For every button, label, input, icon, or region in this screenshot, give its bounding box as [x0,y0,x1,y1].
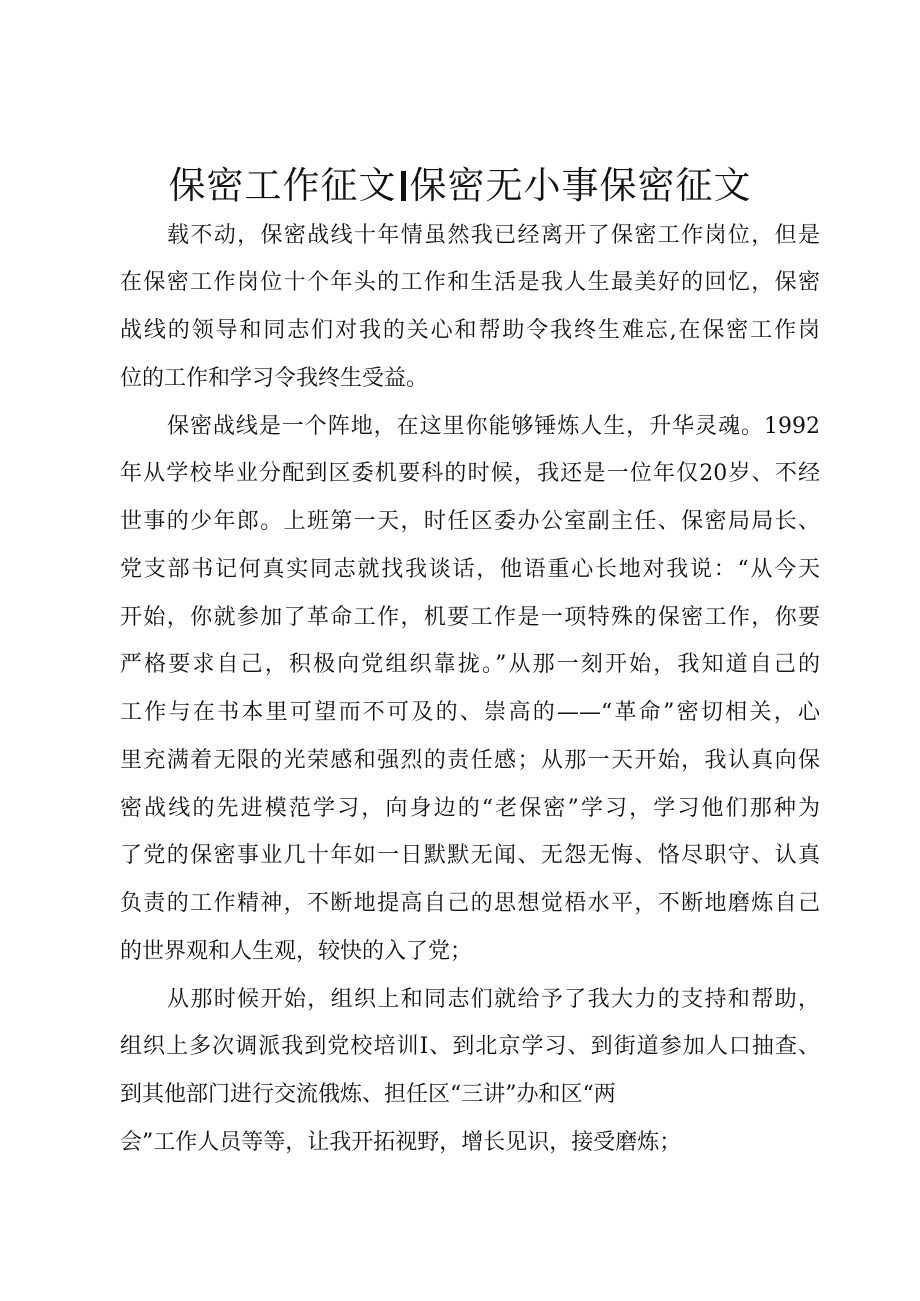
paragraph-2-line-3: 世事的少年郎。上班第一天，时任区委办公室副主任、保密局局长、 [120,509,820,534]
paragraph-2-line-8: 里充满着无限的光荣感和强烈的责任感；从那一天开始，我认真向保 [120,748,820,773]
paragraph-1-line-3: 战线的领导和同志们对我的关心和帮助令我终生难忘,在保密工作岗 [120,318,820,343]
paragraph-2-line-1: 保密战线是一个阵地，在这里你能够锤炼人生，升华灵魂。1992 [167,414,820,439]
paragraph-1-line-2: 在保密工作岗位十个年头的工作和生活是我人生最美好的回忆，保密 [120,270,820,295]
paragraph-3-line-1: 从那时候开始，组织上和同志们就给予了我大力的支持和帮助， [167,987,820,1012]
title-part-1: 保密工作征文 [168,164,397,207]
paragraph-2-line-11: 负责的工作精神，不断地提高自己的思想觉梧水平，不断地磨炼自己 [120,891,820,916]
paragraph-2-line-4: 党支部书记何真实同志就找我谈话，他语重心长地对我说：“从今天 [120,557,820,582]
paragraph-3-line-3: 到其他部门进行交流俄炼、担任区“三讲”办和区“两 [120,1082,616,1107]
page-title [0,162,920,210]
paragraph-2-line-12: 的世界观和人生观，较快的入了党； [120,939,473,964]
paragraph-3-line-2: 组织上多次调派我到党校培训I、到北京学习、到街道参加人口抽查、 [120,1034,820,1059]
title-separator-bar [401,171,406,201]
paragraph-1-line-1: 载不动，保密战线十年情虽然我已经离开了保密工作岗位，但是 [167,223,820,248]
paragraph-3-line-4: 会”工作人员等等，让我开拓视野，增长见识，接受磨炼； [120,1130,682,1155]
paragraph-2-line-7: 工作与在书本里可望而不可及的、崇高的——“革命”密切相关，心 [120,700,820,725]
paragraph-2-line-10: 了党的保密事业几十年如一日默默无闻、无怨无悔、恪尽职守、认真 [120,843,820,868]
paragraph-2-line-6: 严格要求自己，积极向党组织靠拢。”从那一刻开始，我知道自己的 [120,652,820,677]
paragraph-2-line-5: 开始，你就参加了革命工作，机要工作是一项特殊的保密工作，你要 [120,605,820,630]
paragraph-2-line-2: 年从学校毕业分配到区委机要科的时候，我还是一位年仅20岁、不经 [120,461,820,486]
paragraph-2-line-9: 密战线的先进模范学习，向身边的“老保密”学习，学习他们那种为 [120,796,820,821]
paragraph-1-line-4: 位的工作和学习令我终生受益。 [120,366,429,391]
title-part-2: 保密无小事保密征文 [409,164,752,207]
